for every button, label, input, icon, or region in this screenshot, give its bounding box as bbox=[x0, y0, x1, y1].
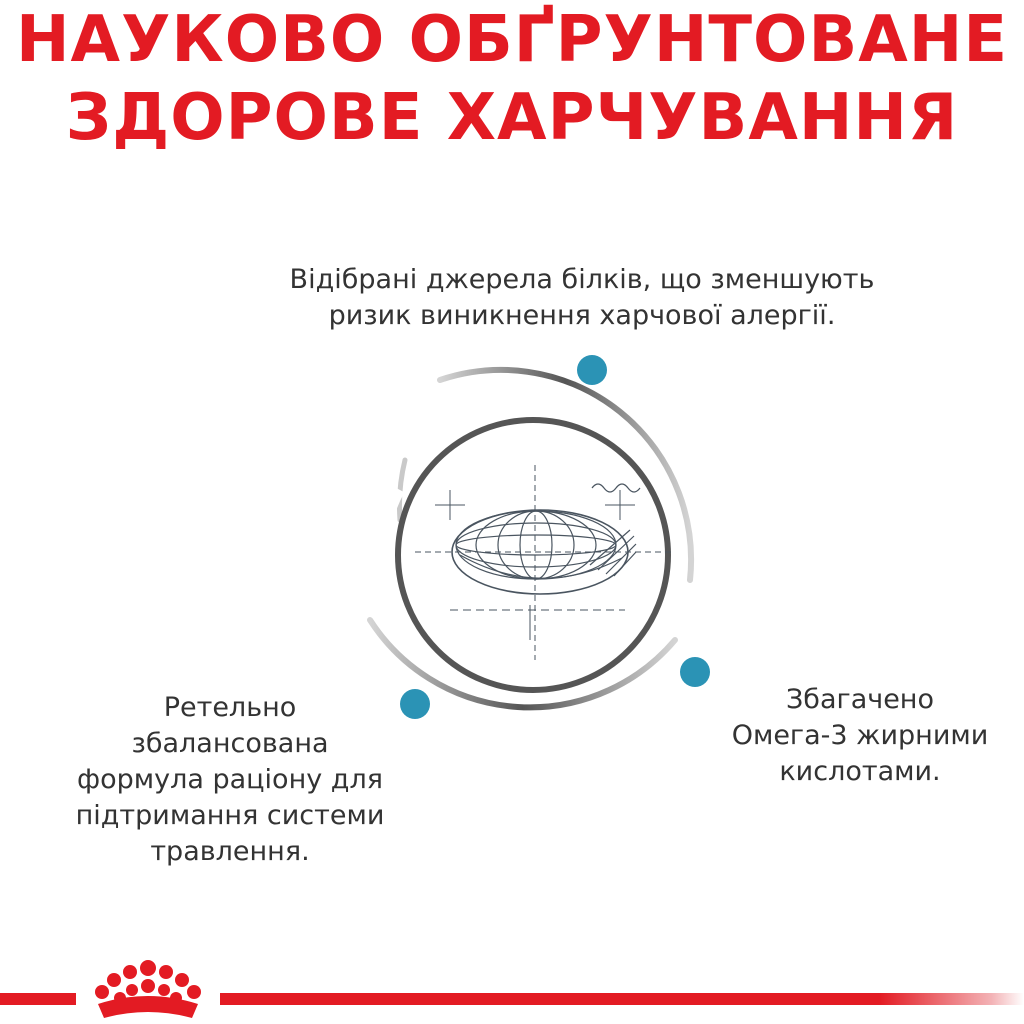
benefit-formula-line-5: травлення. bbox=[150, 836, 310, 867]
benefit-protein-line-1: Відібрані джерела білків, що зменшують bbox=[289, 264, 875, 295]
headline-line-2: ЗДОРОВЕ ХАРЧУВАННЯ bbox=[65, 81, 959, 155]
benefit-omega-line-3: кислотами. bbox=[779, 756, 941, 787]
footer-brand-bar bbox=[0, 950, 1024, 1024]
benefit-omega-line-1: Збагачено bbox=[786, 684, 934, 715]
footer-line-right bbox=[220, 993, 1024, 1005]
benefit-omega-3 bbox=[700, 682, 1020, 790]
kibble-sketch-icon bbox=[415, 465, 675, 660]
crown-logo bbox=[84, 958, 212, 1024]
benefit-balanced-formula bbox=[40, 690, 420, 870]
benefit-formula-line-3: формула раціону для bbox=[77, 764, 383, 795]
outer-ring-arc-top-right bbox=[440, 370, 691, 580]
benefit-protein-line-2: ризик виникнення харчової алергії. bbox=[328, 300, 836, 331]
benefit-formula-line-4: підтримання системи bbox=[75, 800, 385, 831]
footer-line-left bbox=[0, 993, 76, 1005]
benefit-formula-line-1: Ретельно bbox=[163, 692, 297, 723]
benefit-omega-line-2: Омега-3 жирними bbox=[731, 720, 989, 751]
headline-line-1: НАУКОВО ОБҐРУНТОВАНЕ bbox=[15, 3, 1009, 77]
benefit-formula-line-2: збалансована bbox=[131, 728, 329, 759]
teal-dot-top bbox=[577, 355, 607, 385]
benefit-protein-sources bbox=[232, 262, 932, 334]
